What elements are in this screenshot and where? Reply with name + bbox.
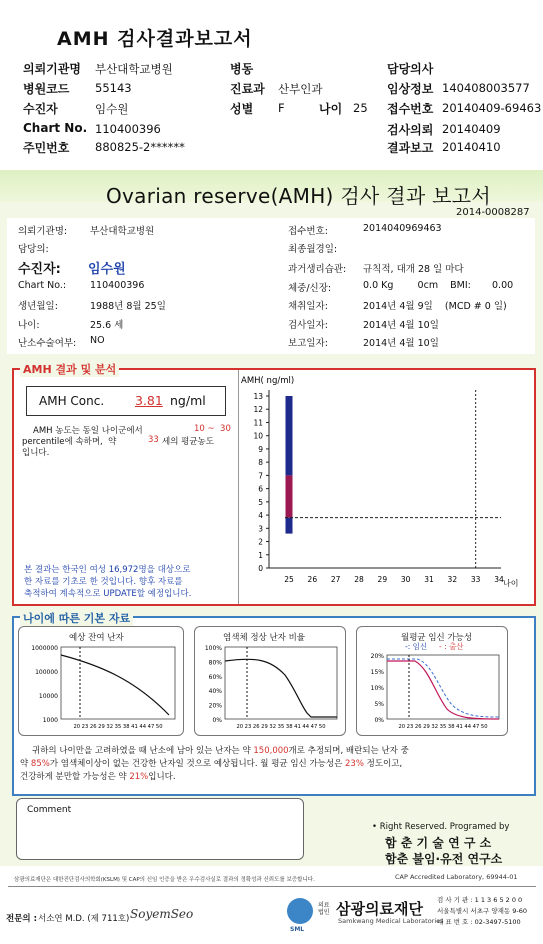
info-cycle-value: 규칙적, 대개 28 일 마다: [363, 264, 464, 275]
bar-segment-low: [286, 518, 293, 534]
patient-info-panel: [7, 218, 535, 354]
lab-address: 서울특별시 서초구 양재동 9-60: [437, 907, 528, 915]
logo-text: SML: [290, 926, 305, 933]
mini-y-label: 100%: [204, 645, 222, 652]
pregnancy-rate-chart: [357, 649, 507, 735]
mini3-title: 월평균 임신 가능성: [401, 633, 473, 643]
mini-y-label: 100000: [35, 669, 58, 676]
signature: SoyemSeo: [130, 907, 194, 921]
interp-text-3: 세의 평균농도: [162, 437, 214, 447]
mini-y-label: 5%: [374, 701, 384, 708]
normal-chromosome-chart: [195, 641, 345, 735]
note-line-2: 한 자료를 기초로 한 것입니다. 향후 자료를: [24, 577, 183, 587]
info-surgery-value: NO: [90, 335, 105, 346]
interp-age: 33: [148, 435, 159, 445]
ward-label: 병동: [230, 62, 254, 76]
info-sample-value: 2014년 4월 9일 (MCD # 0 일): [363, 301, 507, 312]
request-date-label: 검사의뢰: [387, 123, 434, 137]
resident-no-label: 주민번호: [23, 141, 70, 155]
info-test-label: 검사일자:: [288, 320, 328, 331]
info-receipt-value: 2014040969463: [363, 223, 442, 234]
specialist-label: 전문의 :: [6, 914, 37, 924]
interp-text-4: 입니다.: [22, 448, 50, 458]
mini3-legend-birth: - : 출산: [439, 642, 464, 651]
chart-no-label: Chart No.: [23, 121, 88, 135]
info-test-value: 2014년 4월 10일: [363, 320, 439, 331]
y-tick-label: 4: [258, 511, 263, 521]
y-tick-label: 12: [253, 405, 263, 415]
resident-no-value: 880825-2******: [95, 140, 185, 154]
y-tick-label: 0: [258, 564, 263, 573]
comment-label: Comment: [27, 805, 72, 815]
y-tick-label: 3: [258, 524, 263, 534]
amh-conc-box: [26, 386, 226, 416]
amh-conc-label: AMH Conc.: [39, 394, 105, 408]
clinical-info-label: 임상정보: [387, 82, 434, 96]
summary-2e: 정도이고,: [366, 759, 403, 769]
institution-label: 의뢰기관명: [23, 62, 81, 76]
y-tick-label: 2: [258, 537, 263, 547]
mini-x-labels: 20 23 26 29 32 35 38 41 44 47 50: [398, 724, 488, 730]
summary-normal-pct: 85%: [30, 759, 50, 769]
x-tick-label: 32: [447, 575, 458, 584]
lab-english-name: Samkwang Medical Laboratories: [338, 917, 444, 925]
y-tick-label: 10: [253, 431, 263, 441]
institute-1: 함 춘 기 술 연 구 소: [385, 836, 492, 850]
info-patient-value: 임수원: [88, 262, 126, 277]
normal-ratio-curve: [225, 659, 337, 717]
info-doctor-label: 담당의:: [18, 244, 49, 255]
department-value: 산부인과: [278, 82, 323, 96]
info-patient-label: 수진자:: [18, 262, 61, 277]
y-axis-label: AMH( ng/ml): [241, 376, 295, 386]
info-institution-value: 부산대학교병원: [90, 226, 155, 237]
amh-section-title: AMH 결과 및 분석: [20, 361, 119, 377]
specialist-name: 서소연 M.D. (제 711호): [38, 914, 130, 924]
institute-2: 함춘 불임·유전 연구소: [385, 852, 503, 866]
mini-plot-frame: [225, 647, 337, 719]
mini-y-label: 60%: [208, 673, 222, 681]
mini-y-label: 15%: [370, 669, 384, 676]
mini-y-label: 0%: [212, 717, 222, 724]
info-cycle-label: 과거생리습관:: [288, 264, 347, 275]
mini-y-label: 40%: [208, 688, 222, 696]
patient-value: 임수원: [95, 102, 129, 116]
amh-conc-value: 3.81: [135, 393, 163, 408]
amh-age-chart: [239, 372, 532, 602]
summary-1a: 귀하의 나이만을 고려하였을 때 난소에 남아 있는 난자는 약: [32, 746, 251, 756]
y-tick-label: 8: [258, 458, 263, 468]
info-report-value: 2014년 4월 10일: [363, 338, 439, 349]
mini1-title: 예상 잔여 난자: [69, 633, 124, 643]
x-tick-label: 31: [424, 575, 434, 584]
hospital-code-value: 55143: [95, 81, 132, 95]
interp-text-2: percentile에 속하며, 약: [22, 437, 117, 447]
birth-curve: [387, 661, 499, 719]
amh-result-box: [12, 368, 536, 606]
mini-y-label: 20%: [370, 653, 384, 660]
age-value: 25: [353, 101, 368, 115]
info-institution-label: 의뢰기관명:: [18, 226, 68, 237]
footer-note: 삼광의료재단은 대한진단검사의학회(KSLM) 및 CAP의 신임 인증을 받은 우수검사실로 결과의 정확성과 신뢰도를 보증합니다.: [14, 877, 315, 883]
summary-eggs: 150,000: [253, 746, 289, 756]
age-data-box: [12, 616, 536, 796]
amh-conc-unit: ng/ml: [170, 393, 206, 408]
mini-y-label: 1000: [42, 717, 58, 724]
doctor-label: 담당의사: [387, 62, 434, 76]
info-age-value: 25.6 세: [90, 320, 124, 331]
y-tick-label: 5: [258, 497, 263, 507]
summary-3a: 건강하게 분만할 가능성은 약: [20, 772, 127, 782]
mini-y-label: 20%: [208, 702, 222, 710]
age-section-title: 나이에 따른 기본 자료: [20, 610, 133, 626]
remaining-eggs-curve: [61, 655, 169, 715]
remaining-eggs-panel: [18, 626, 184, 736]
remaining-eggs-chart: [19, 641, 183, 735]
mini-y-label: 1000000: [31, 645, 58, 652]
y-tick-label: 6: [258, 484, 263, 494]
receipt-no-value: 20140409-69463: [442, 101, 542, 115]
info-chart-value: 110400396: [90, 280, 145, 291]
normal-chromosome-panel: [194, 626, 346, 736]
x-tick-label: 27: [330, 575, 341, 584]
x-tick-label: 29: [377, 575, 388, 584]
x-tick-label: 33: [470, 575, 481, 584]
mini-x-labels: 20 23 26 29 32 35 38 41 44 47 50: [73, 724, 163, 730]
x-tick-label: 26: [307, 575, 318, 584]
pregnancy-rate-panel: [356, 626, 508, 736]
mini2-title: 염색체 정상 난자 비율: [223, 633, 306, 643]
info-weight-value: 0.0 Kg 0cm BMI: 0.00: [363, 280, 514, 291]
y-tick-label: 9: [258, 444, 263, 454]
mini-y-label: 10000: [38, 693, 58, 700]
x-tick-label: 25: [284, 575, 294, 584]
footer-divider: [8, 886, 536, 887]
report-doc-number: 2014-0008287: [456, 207, 530, 218]
mini-y-label: 80%: [208, 659, 222, 667]
sex-value: F: [278, 101, 285, 115]
department-label: 진료과: [230, 82, 265, 96]
sex-label: 성별: [230, 102, 254, 116]
mini3-legend-pregnancy: -: 임신: [405, 642, 428, 651]
info-sample-label: 채취일자:: [288, 301, 328, 312]
summary-birth-pct: 21%: [129, 772, 149, 782]
summary-2c: 가 염색체이상이 없는 건강한 난자일 것으로 예상됩니다. 월 평균 임신 가능성은: [49, 759, 343, 769]
info-birth-value: 1988년 8월 25일: [90, 301, 166, 312]
chart-no-value: 110400396: [95, 122, 161, 136]
receipt-no-label: 접수번호: [387, 102, 434, 116]
lab-kind: 의료법인: [318, 902, 330, 916]
y-tick-label: 13: [253, 392, 263, 401]
x-axis-label: 나이: [503, 579, 519, 588]
x-tick-label: 28: [354, 575, 364, 584]
summary-pregnancy-pct: 23%: [345, 759, 364, 769]
comment-box: [16, 798, 304, 860]
cap-accreditation: CAP Accredited Laboratory, 69944-01: [395, 873, 518, 881]
report-date-value: 20140410: [442, 140, 501, 154]
age-label: 나이: [319, 102, 343, 116]
summary-2a: 약: [20, 759, 29, 769]
info-report-label: 보고일자:: [288, 338, 328, 349]
report-date-label: 결과보고: [387, 141, 434, 155]
amh-report: [0, 170, 543, 944]
rights-text: • Right Reserved. Programed by: [372, 822, 510, 832]
x-tick-label: 34: [494, 575, 504, 584]
note-line-3: 축적하여 계속적으로 UPDATE할 예정입니다.: [24, 589, 192, 599]
info-chart-label: Chart No.:: [18, 280, 67, 291]
mini-y-label: 10%: [370, 685, 384, 692]
institution-value: 부산대학교병원: [95, 62, 173, 76]
request-date-value: 20140409: [442, 122, 501, 136]
y-tick-label: 7: [258, 471, 263, 481]
lab-phone: 대 표 번 호 : 02-3497-5100: [437, 918, 521, 926]
patient-label: 수진자: [23, 102, 58, 116]
summary-1c: 개로 추정되며, 배란되는 난자 중: [288, 746, 409, 756]
info-receipt-label: 접수번호:: [288, 226, 328, 237]
mini-x-labels: 20 23 26 29 32 35 38 41 44 47 50: [236, 724, 326, 730]
y-tick-label: 11: [253, 418, 263, 428]
hospital-code-label: 병원코드: [23, 82, 70, 96]
info-birth-label: 생년월일:: [18, 301, 58, 312]
note-line-1: 본 결과는 한국인 여성 16,972명을 대상으로: [24, 565, 191, 575]
summary-3c: 입니다.: [148, 772, 176, 782]
interp-text-1: AMH 농도는 동일 나이군에서: [33, 426, 143, 436]
info-surgery-label: 난소수술여부:: [18, 338, 77, 349]
lab-code: 검 사 기 관 : 1 1 3 6 5 2 0 0: [437, 896, 523, 904]
info-lmp-label: 최종월경일:: [288, 244, 338, 255]
report-title: Ovarian reserve(AMH) 검사 결과 보고서: [106, 184, 491, 208]
page-title: AMH 검사결과보고서: [57, 28, 253, 50]
y-tick-label: 1: [258, 550, 263, 560]
x-tick-label: 30: [400, 575, 411, 584]
clinical-info-value: 140408003577: [442, 81, 530, 95]
mini-plot-frame: [61, 647, 175, 719]
header-section: [0, 0, 543, 168]
pregnancy-curve: [387, 659, 499, 717]
mini-y-label: 0%: [374, 717, 384, 724]
lab-name: 삼광의료재단: [336, 900, 423, 918]
info-age-label: 나이:: [18, 320, 40, 331]
interp-percentile: 10 ~ 30: [194, 424, 231, 434]
info-weight-label: 체중/신장:: [288, 283, 332, 294]
bar-segment-high: [286, 396, 293, 475]
sml-logo-icon: [287, 898, 313, 924]
mini-plot-frame: [387, 655, 499, 719]
bar-segment-mid: [286, 475, 293, 517]
